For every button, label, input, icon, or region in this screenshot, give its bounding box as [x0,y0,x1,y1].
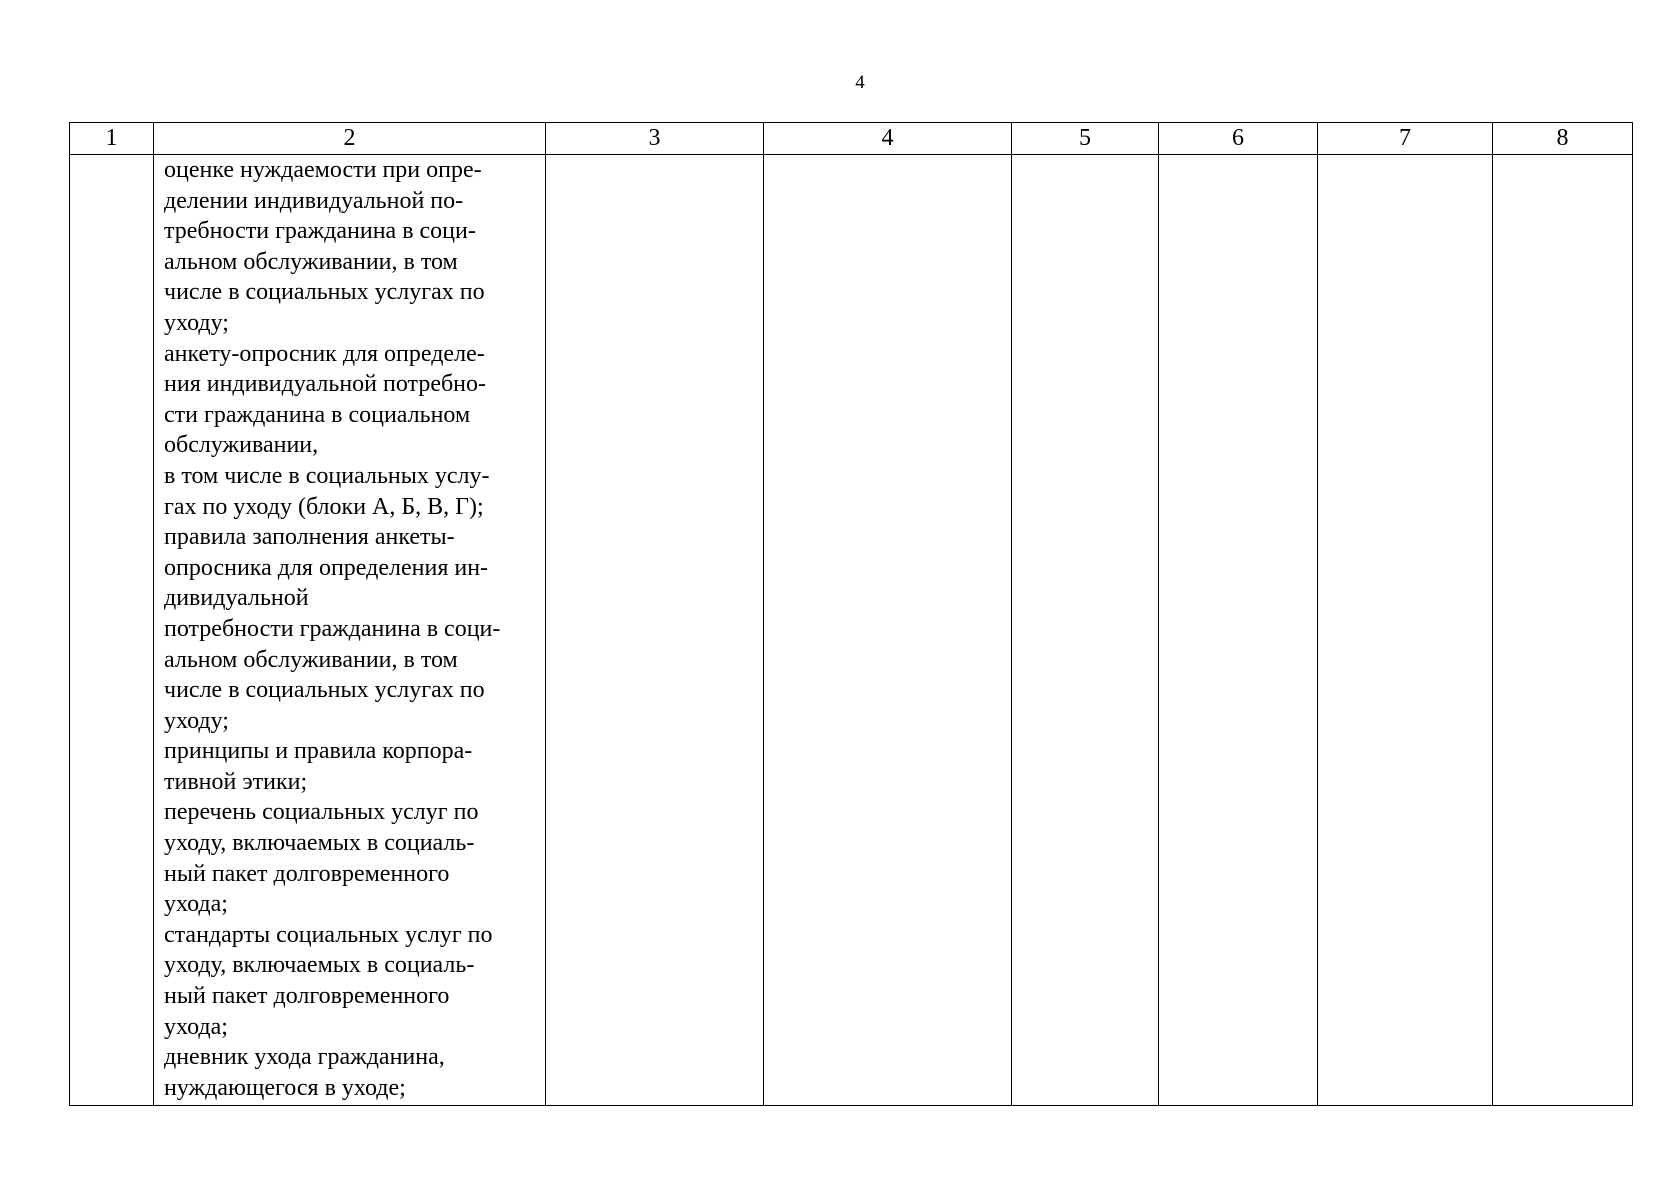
text-line: анкету-опросник для определе- [164,340,485,367]
text-line: дневник ухода гражданина, [164,1044,445,1071]
text-line: альном обслуживании, в том [164,646,458,673]
table-cell-col6 [1159,155,1318,1106]
column-header-2: 2 [154,123,546,155]
document-table [69,122,1633,1106]
column-header-3: 3 [546,123,764,155]
text-line: правила заполнения анкеты- [164,524,455,551]
text-line: числе в социальных услугах по [164,279,485,306]
text-line: тивной этики; [164,768,308,795]
column-header-4: 4 [764,123,1012,155]
page-number: 4 [855,72,865,93]
table-row [70,155,1633,1106]
column-header-8: 8 [1493,123,1633,155]
text-line: уходу, включаемых в социаль- [164,952,475,979]
table-cell-col2 [154,155,546,1106]
text-line: требности гражданина в соци- [164,218,476,245]
text-line: ный пакет долговременного [164,983,450,1010]
table-cell-col3 [546,155,764,1106]
table-cell-col8 [1493,155,1633,1106]
column-header-5: 5 [1012,123,1159,155]
table-cell-col4 [764,155,1012,1106]
text-line: в том числе в социальных услу- [164,462,490,489]
cell-text-col2 [154,155,545,1103]
table-cell-col5 [1012,155,1159,1106]
text-line: гах по уходу (блоки А, Б, В, Г); [164,493,484,520]
text-line: обслуживании, [164,432,319,459]
text-line: альном обслуживании, в том [164,248,458,275]
text-line: делении индивидуальной по- [164,187,464,214]
text-line: стандарты социальных услуг по [164,921,493,948]
text-line: принципы и правила корпора- [164,738,473,765]
text-line: нуждающегося в уходе; [164,1074,406,1101]
table-cell-col7 [1318,155,1493,1106]
text-line: уходу; [164,309,229,336]
table-cell-col1 [70,155,154,1106]
column-header-7: 7 [1318,123,1493,155]
text-line: уходу, включаемых в социаль- [164,830,475,857]
text-line: ный пакет долговременного [164,860,450,887]
text-line: ухода; [164,891,228,918]
text-line: перечень социальных услуг по [164,799,479,826]
text-line: уходу; [164,707,229,734]
table-header-row [70,123,1633,155]
text-line: оценке нуждаемости при опре- [164,157,482,183]
text-line: сти гражданина в социальном [164,401,471,428]
text-line: потребности гражданина в соци- [164,615,501,642]
text-line: опросника для определения ин- [164,554,489,581]
column-header-6: 6 [1159,123,1318,155]
text-line: дивидуальной [164,585,309,612]
text-line: ухода; [164,1013,228,1040]
column-header-1: 1 [70,123,154,155]
text-line: ния индивидуальной потребно- [164,371,487,398]
text-line: числе в социальных услугах по [164,677,485,704]
